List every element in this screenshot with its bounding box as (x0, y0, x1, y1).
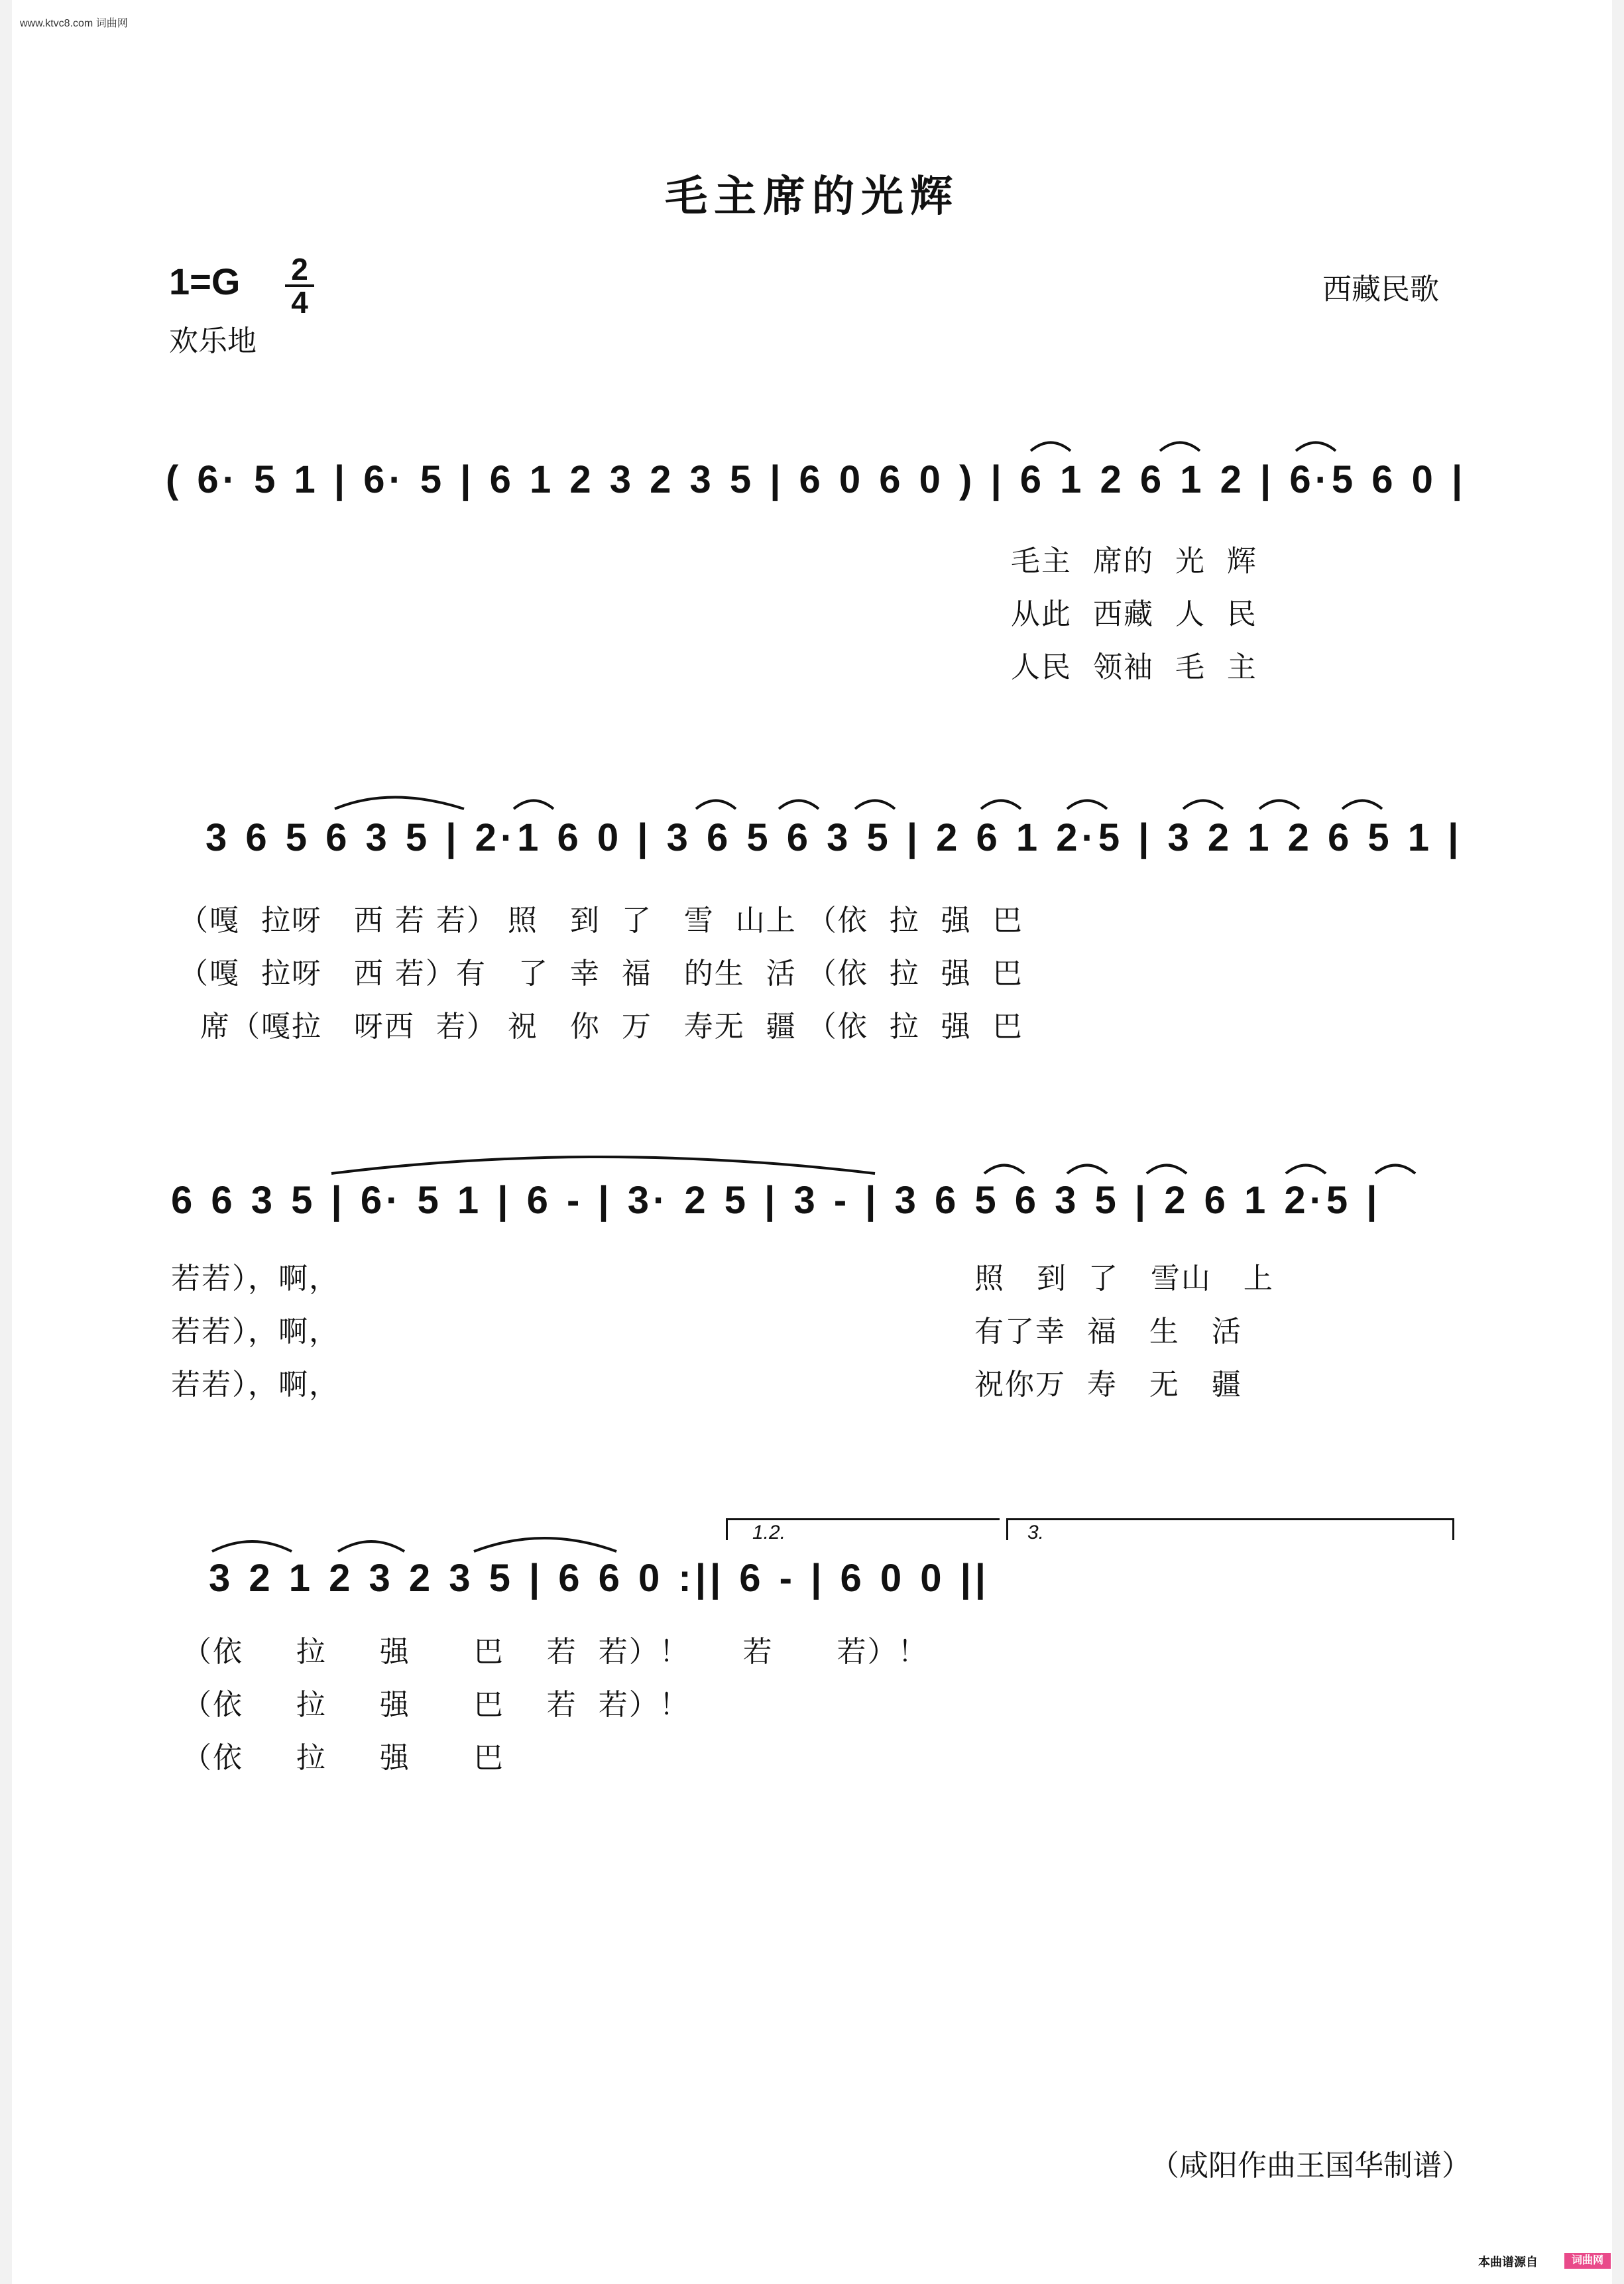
volta-label-first: 1.2. (752, 1522, 786, 1543)
slur-14 (331, 1157, 875, 1173)
lyric-row3-verse2: 若若），啊， (171, 1315, 339, 1349)
lyric-row3b-verse3: 祝你万 寿 无 疆 (974, 1368, 1242, 1402)
notation-row-3-text: 6 6 3 5 | 6· 5 1 | 6 - | 3· 2 5 | 3 - | 3 6 5 6 3 5 | 2 6 1 2·5 | (171, 1178, 1381, 1222)
slur-9 (981, 801, 1021, 810)
slur-21 (338, 1541, 404, 1551)
lyric-row4-verse1: （依 拉 强 巴 若 若）！ 若 若）！ (182, 1635, 929, 1669)
slur-4 (335, 798, 464, 810)
slur-17 (1147, 1166, 1187, 1174)
notation-row-2-text: 3 6 5 6 3 5 | 2·1 6 0 | 3 6 5 6 3 5 | 2 6 1 2·5 | 3 2 1 2 6 5 1 | (205, 815, 1463, 859)
slur-18 (1286, 1166, 1326, 1174)
slur-20 (212, 1541, 292, 1551)
slur-19 (1375, 1166, 1415, 1174)
source-label: 本曲谱源自 (1478, 2255, 1538, 2269)
slur-7 (779, 801, 819, 810)
slur-16 (1067, 1166, 1107, 1174)
slur-8 (855, 801, 895, 810)
lyric-row4-verse3: （依 拉 强 巴 (182, 1741, 504, 1775)
lyric-row2-verse1: （嘎 拉呀 西 若 若） 照 到 了 雪 山上 （依 拉 强 巴 (179, 904, 1023, 937)
lyric-row3-verse3: 若若），啊， (171, 1368, 339, 1402)
song-origin: 西藏民歌 (1322, 272, 1439, 306)
lyric-row4-verse2: （依 拉 强 巴 若 若）！ (182, 1688, 690, 1722)
slur-11 (1183, 801, 1223, 810)
source-brand-badge: 词曲网 (1564, 2253, 1611, 2269)
lyric-row3b-verse1: 照 到 了 雪山 上 (974, 1262, 1274, 1295)
lyric-row2-verse3: 席（嘎拉 呀西 若） 祝 你 万 寿无 疆 （依 拉 强 巴 (179, 1010, 1023, 1044)
slur-10 (1067, 801, 1107, 810)
site-header: www.ktvc8.com 词曲网 (20, 18, 128, 29)
arranger-credit: （咸阳作曲王国华制谱） (1150, 2149, 1471, 2183)
lyric-row1-verse3: 人民 领袖 毛 主 (1011, 650, 1257, 684)
slur-22 (474, 1538, 616, 1551)
slur-2 (1160, 443, 1200, 451)
slur-3 (1296, 443, 1336, 451)
slur-13 (1342, 801, 1382, 810)
key-signature: 1=G (169, 261, 241, 302)
slur-1 (1031, 443, 1071, 451)
slur-6 (696, 801, 736, 810)
slur-15 (984, 1166, 1024, 1174)
notation-row-4-text: 3 2 1 2 3 2 3 5 | 6 6 0 :|| 6 - | 6 0 0 || (209, 1556, 990, 1600)
meter-denominator: 4 (291, 285, 308, 320)
notation-row-1-text: ( 6· 5 1 | 6· 5 | 6 1 2 3 2 3 5 | 6 0 6 0 ) | 6 1 2 6 1 2 | 6·5 6 0 | (166, 457, 1467, 501)
lyric-row2-verse2: （嘎 拉呀 西 若）有 了 幸 福 的生 活 （依 拉 强 巴 (179, 957, 1023, 991)
lyric-row3-verse1: 若若），啊， (171, 1262, 339, 1295)
tempo-marking: 欢乐地 (169, 324, 257, 358)
volta-label-third: 3. (1027, 1522, 1045, 1543)
lyric-row1-verse2: 从此 西藏 人 民 (1011, 597, 1257, 631)
lyric-row3b-verse2: 有了幸 福 生 活 (974, 1315, 1242, 1349)
song-title: 毛主席的光辉 (665, 172, 959, 221)
slur-5 (514, 801, 553, 810)
slur-12 (1259, 801, 1299, 810)
meter-numerator: 2 (291, 252, 308, 286)
lyric-row1-verse1: 毛主 席的 光 辉 (1011, 544, 1257, 578)
